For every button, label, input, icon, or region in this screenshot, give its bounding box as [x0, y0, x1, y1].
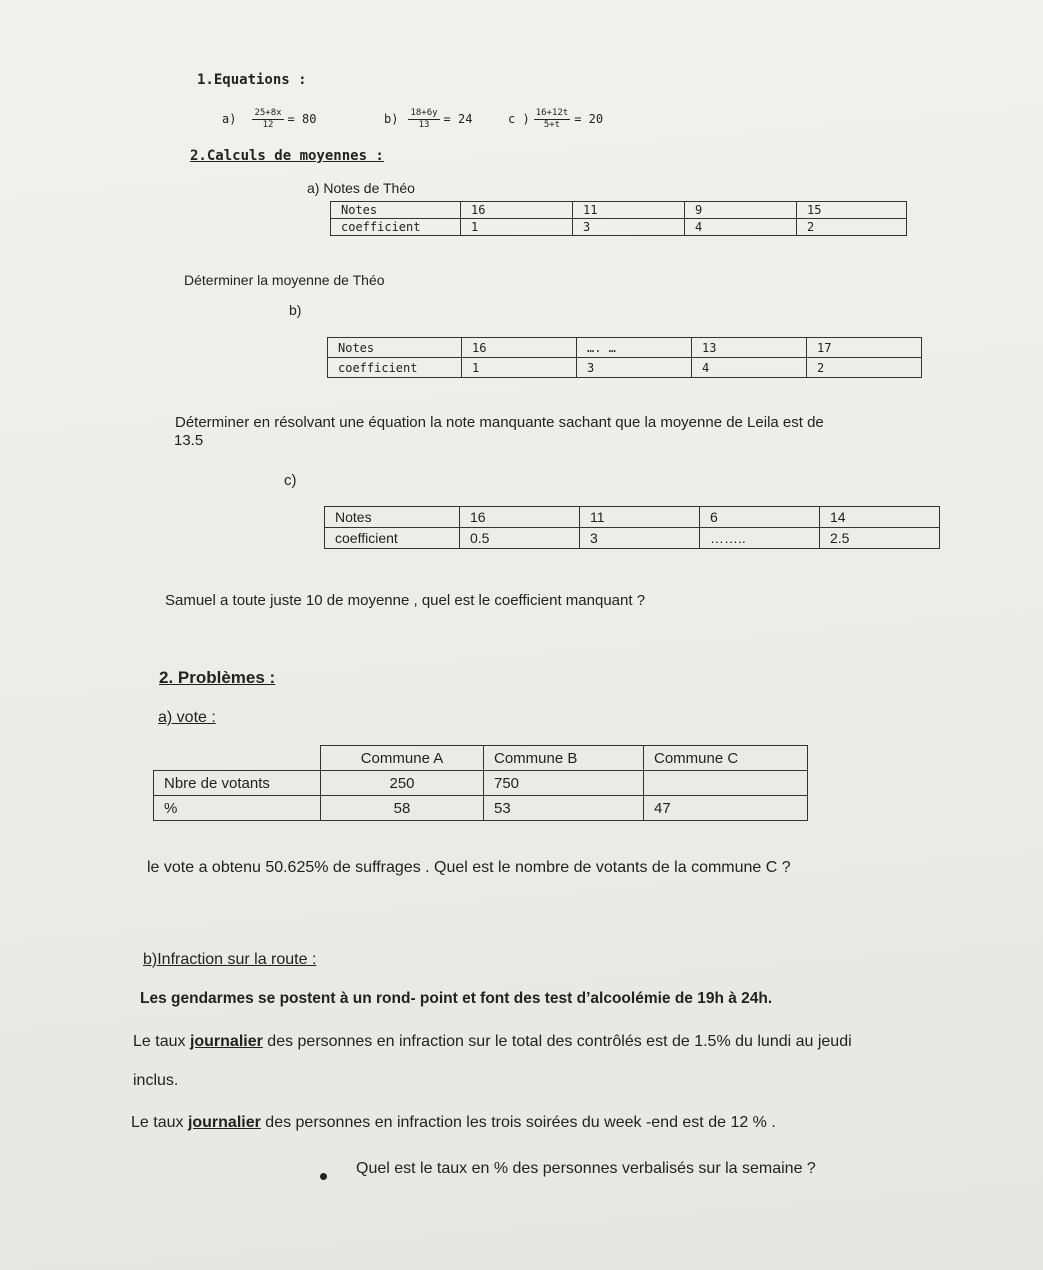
table-cell: 2 — [807, 358, 922, 378]
table-cell: 250 — [321, 771, 484, 796]
equation-b-fraction — [408, 108, 439, 131]
table-cell — [154, 746, 321, 771]
table-cell: …….. — [700, 528, 820, 549]
problems-title: 2. Problèmes : — [159, 668, 276, 687]
road-p1-start: Le taux — [133, 1033, 190, 1050]
table-cell: Commune B — [484, 746, 644, 771]
table-b-coef-row — [328, 358, 922, 378]
road-p1-emphasis: journalier — [189, 1033, 263, 1050]
table-cell: 3 — [577, 358, 692, 378]
table-cell: 2.5 — [820, 528, 940, 549]
equation-a-label: a) — [222, 112, 237, 126]
table-cell: Notes — [328, 338, 462, 358]
equation-a-denominator: 12 — [262, 119, 274, 130]
table-cell: coefficient — [331, 219, 461, 236]
table-cell: 53 — [484, 796, 644, 821]
table-cell: 4 — [692, 358, 807, 378]
table-cell: …. … — [577, 338, 692, 358]
table-cell: 17 — [807, 338, 922, 358]
table-cell: Notes — [331, 202, 461, 219]
road-paragraph-1 — [133, 1033, 852, 1051]
table-cell: 11 — [573, 202, 685, 219]
table-c-question: Samuel a toute juste 10 de moyenne , quel est le coefficient manquant ? — [165, 592, 646, 609]
equation-a-fraction — [252, 108, 283, 131]
road-intro: Les gendarmes se postent à un rond- point et font des test d’alcoolémie de 19h à 24h. — [140, 990, 773, 1007]
road-paragraph-2 — [131, 1114, 776, 1132]
vote-title: a) vote : — [158, 709, 216, 726]
table-cell: coefficient — [328, 358, 462, 378]
equation-a-numerator: 25+8x — [254, 107, 282, 118]
table-cell: 11 — [580, 507, 700, 528]
table-cell — [644, 771, 808, 796]
table-cell: 14 — [820, 507, 940, 528]
table-cell: 16 — [462, 338, 577, 358]
equation-b-denominator: 13 — [418, 119, 430, 130]
table-cell: 4 — [685, 219, 797, 236]
table-cell: 1 — [462, 358, 577, 378]
table-a-coef-row — [331, 219, 907, 236]
road-p2-emphasis: journalier — [187, 1114, 261, 1131]
table-a-caption: a) Notes de Théo — [307, 180, 415, 196]
equation-c-rhs: = 20 — [574, 112, 604, 126]
table-cell: % — [154, 796, 321, 821]
road-question: Quel est le taux en % des personnes verbalisés sur la semaine ? — [356, 1160, 816, 1177]
table-cell: 3 — [580, 528, 700, 549]
table-b-question-line-2: 13.5 — [174, 432, 204, 449]
table-cell: 16 — [461, 202, 573, 219]
table-a-notes-row — [331, 202, 907, 219]
vote-percent-row — [154, 796, 808, 821]
equation-b-numerator: 18+6y — [410, 107, 438, 118]
bullet-icon — [320, 1173, 327, 1180]
averages-title: 2.Calculs de moyennes : — [190, 148, 384, 164]
table-c-label: c) — [284, 472, 297, 489]
road-p2-start: Le taux — [131, 1114, 188, 1131]
equation-c-fraction — [534, 108, 571, 131]
equation-b-label: b) — [384, 112, 399, 126]
vote-header-row — [154, 746, 808, 771]
table-cell: 16 — [460, 507, 580, 528]
table-b-question-line-1: Déterminer en résolvant une équation la note manquante sachant que la moyenne de Leila est de — [175, 414, 824, 431]
table-cell: 13 — [692, 338, 807, 358]
table-b-notes-row — [328, 338, 922, 358]
equation-b-rhs: = 24 — [443, 112, 473, 126]
table-cell: 2 — [797, 219, 907, 236]
table-cell: Nbre de votants — [154, 771, 321, 796]
equation-a — [222, 106, 316, 132]
table-a — [330, 201, 907, 236]
equation-c — [508, 106, 603, 132]
vote-voters-row — [154, 771, 808, 796]
table-cell: 6 — [700, 507, 820, 528]
table-cell: Commune A — [321, 746, 484, 771]
table-cell: 3 — [573, 219, 685, 236]
table-cell: 15 — [797, 202, 907, 219]
table-cell: 1 — [461, 219, 573, 236]
road-title: b)Infraction sur la route : — [143, 951, 317, 968]
table-cell: coefficient — [325, 528, 460, 549]
equation-b — [384, 106, 472, 132]
equation-c-numerator: 16+12t — [535, 107, 569, 118]
vote-question: le vote a obtenu 50.625% de suffrages . Quel est le nombre de votants de la commune C ? — [147, 859, 791, 876]
equation-c-denominator: 5+t — [543, 119, 561, 130]
table-b-label: b) — [289, 302, 302, 318]
table-cell: 47 — [644, 796, 808, 821]
road-paragraph-1-continued: inclus. — [133, 1072, 179, 1089]
table-c-notes-row — [325, 507, 940, 528]
vote-table — [153, 745, 808, 821]
table-cell: 58 — [321, 796, 484, 821]
table-a-question: Déterminer la moyenne de Théo — [184, 272, 385, 288]
road-p2-end: des personnes en infraction les trois soirées du week -end est de 12 % . — [260, 1114, 776, 1131]
road-p1-end: des personnes en infraction sur le total des contrôlés est de 1.5% du lundi au jeudi — [262, 1033, 852, 1050]
table-c-coef-row — [325, 528, 940, 549]
table-c — [324, 506, 940, 549]
table-cell: 9 — [685, 202, 797, 219]
equation-c-label: c ) — [508, 112, 530, 126]
table-b — [327, 337, 922, 378]
table-cell: 0.5 — [460, 528, 580, 549]
equation-a-rhs: = 80 — [287, 112, 317, 126]
table-cell: Commune C — [644, 746, 808, 771]
table-cell: Notes — [325, 507, 460, 528]
equations-title: 1.Equations : — [197, 72, 307, 88]
table-cell: 750 — [484, 771, 644, 796]
